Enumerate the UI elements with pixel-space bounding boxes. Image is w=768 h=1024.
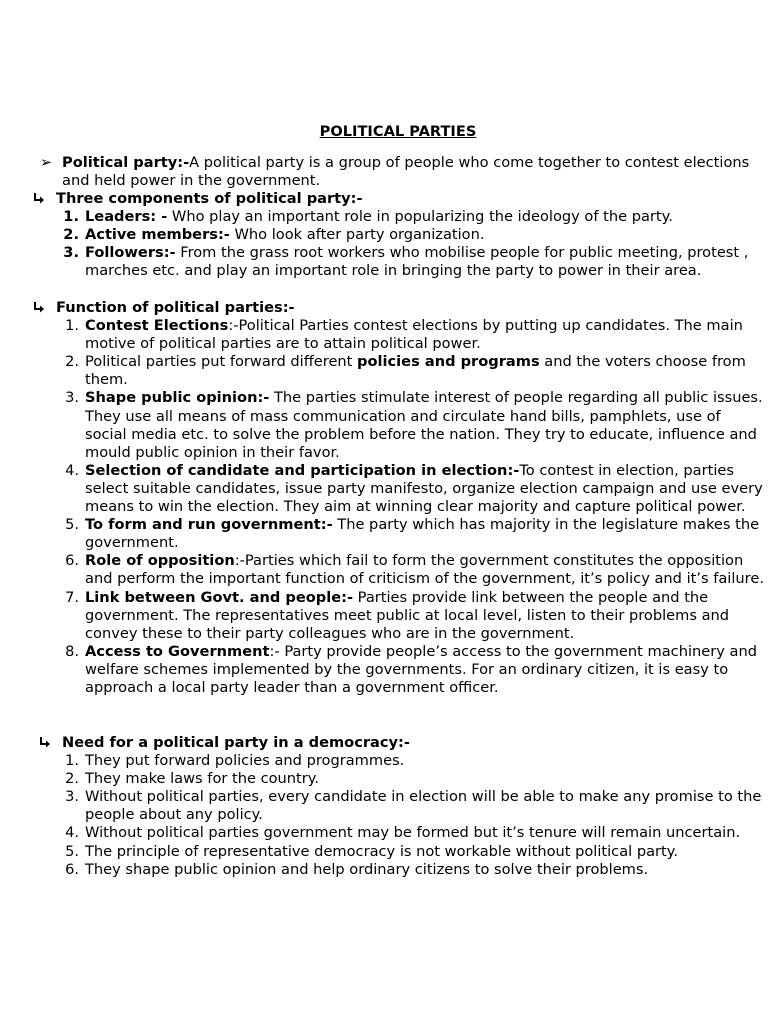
need-heading: Need for a political party in a democracy:- — [62, 734, 410, 751]
item-term: Contest Elections — [85, 317, 229, 335]
item-term: Access to Government — [85, 642, 270, 660]
intro-paragraph — [40, 154, 762, 190]
arrowhead-bullet-icon: ➢ — [40, 154, 53, 171]
functions-item — [36, 353, 766, 389]
item-text: They make laws for the country. — [85, 770, 319, 788]
item-term: Active members:- — [85, 226, 230, 244]
functions-item — [36, 643, 766, 697]
need-item — [36, 861, 766, 879]
need-list — [36, 752, 766, 879]
functions-item — [36, 552, 766, 588]
item-pre-text: Political parties put forward different — [85, 353, 358, 371]
functions-item — [36, 389, 766, 461]
item-number: 2. — [63, 226, 79, 244]
components-list — [36, 208, 766, 280]
item-text: :-Parties which fail to form the government constitutes the opposition and perform the important function of criticism of the government, it’s policy and it’s failure. — [85, 552, 764, 588]
components-item — [36, 244, 766, 280]
item-text: The principle of representative democracy is not workable without political party. — [85, 842, 678, 860]
item-text: Without political parties, every candidate in election will be able to make any promise to the people about any policy. — [85, 788, 762, 824]
item-text: Parties provide link between the people and the government. The representatives meet public at local level, listen to their problems and convey these to their party colleagues who are in the government. — [85, 588, 730, 642]
item-number: 7. — [65, 588, 79, 606]
need-item — [36, 770, 766, 788]
item-term: Link between Govt. and people:- — [85, 588, 354, 606]
item-text: From the grass root workers who mobilise people for public meeting, protest , marches etc. and play an important role in bringing the party to power in their area. — [85, 244, 749, 280]
item-number: 2. — [65, 770, 79, 788]
functions-section — [36, 299, 766, 697]
need-item — [36, 843, 766, 861]
functions-item — [36, 516, 766, 552]
item-number: 2. — [65, 353, 79, 371]
item-text: Who look after party organization. — [229, 226, 485, 244]
item-text: Who play an important role in popularizing the ideology of the party. — [167, 208, 673, 226]
item-term: To form and run government:- — [85, 516, 333, 534]
need-item — [36, 788, 766, 824]
hooked-arrow-icon — [32, 301, 46, 315]
item-term: Shape public opinion:- — [85, 389, 270, 407]
functions-item — [36, 462, 766, 516]
item-text: The party which has majority in the legislature makes the government. — [85, 516, 760, 552]
item-text: They shape public opinion and help ordinary citizens to solve their problems. — [85, 860, 649, 878]
components-heading: Three components of political party:- — [56, 190, 363, 207]
need-item — [36, 752, 766, 770]
item-number: 3. — [63, 244, 79, 262]
functions-list — [36, 317, 766, 697]
functions-item — [36, 589, 766, 643]
item-term: Role of opposition — [85, 552, 235, 570]
item-number: 3. — [65, 389, 79, 407]
intro-term: Political party:- — [62, 154, 190, 171]
item-number: 6. — [65, 860, 79, 878]
item-term: Selection of candidate and participation in election:- — [85, 461, 520, 479]
item-number: 8. — [65, 642, 79, 660]
item-number: 1. — [65, 752, 79, 770]
item-number: 3. — [65, 788, 79, 806]
need-item — [36, 824, 766, 842]
hooked-arrow-icon — [38, 736, 52, 750]
need-section — [36, 734, 766, 879]
item-number: 5. — [65, 842, 79, 860]
item-term: Followers:- — [85, 244, 176, 262]
item-text: Without political parties government may be formed but it’s tenure will remain uncertain. — [85, 824, 741, 842]
item-text: :- Party provide people’s access to the government machinery and welfare schemes implemented by the governments. For an ordinary citizen, it is easy to approach a local party leader than a government officer. — [85, 642, 757, 696]
intro-text: A political party is a group of people who come together to contest elections and held power in the government. — [62, 154, 750, 190]
item-number: 1. — [63, 208, 79, 226]
functions-item — [36, 317, 766, 353]
item-number: 4. — [65, 461, 79, 479]
hooked-arrow-icon — [32, 192, 46, 206]
item-text: :-Political Parties contest elections by putting up candidates. The main motive of political parties are to attain political power. — [85, 317, 743, 353]
components-section — [36, 190, 766, 280]
item-number: 4. — [65, 824, 79, 842]
components-item — [36, 226, 766, 244]
item-text: To contest in election, parties select suitable candidates, issue party manifesto, organize election campaign and use every means to win the election. They aim at winning clear majority and capture political power. — [85, 461, 763, 516]
item-term: Leaders: - — [85, 208, 168, 226]
components-item — [36, 208, 766, 226]
item-number: 1. — [65, 317, 79, 335]
item-text: and the voters choose from them. — [85, 353, 746, 389]
item-number: 5. — [65, 516, 79, 534]
functions-heading: Function of political parties:- — [56, 299, 295, 316]
page-title: POLITICAL PARTIES — [319, 123, 477, 140]
item-term: policies and programs — [357, 353, 540, 371]
item-text: The parties stimulate interest of people regarding all public issues. They use all means of mass communication and circulate hand bills, pamphlets, use of social media etc. to solve the problem before the nation. They try to educate, influence and mould public opinion in their favor. — [85, 389, 763, 461]
item-text: They put forward policies and programmes. — [85, 752, 405, 770]
item-number: 6. — [65, 552, 79, 570]
